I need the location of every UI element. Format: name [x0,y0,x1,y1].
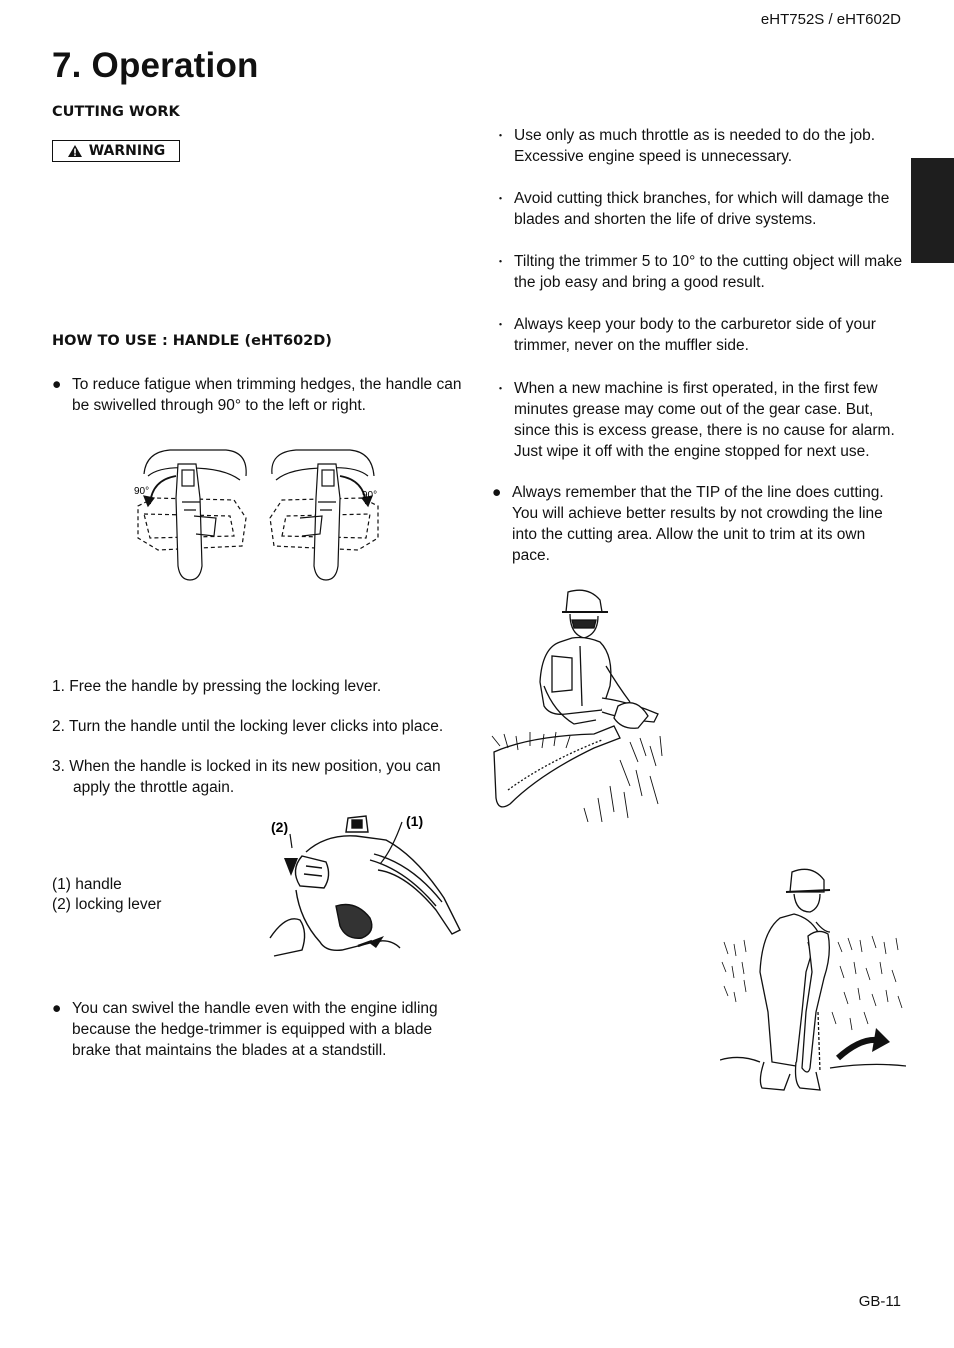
cutting-work-heading: CUTTING WORK [52,104,180,120]
callout-1: (1) [406,813,424,829]
step-3: 3. When the handle is locked in its new position, you can apply the throttle again. [52,758,441,796]
tip-thick-branches: ・ Avoid cutting thick branches, for which will damage the blades and shorten the life of drive systems. [494,190,890,228]
handle-bullet-1: ● To reduce fatigue when trimming hedges, the handle can be swivelled through 90° to the left or right. [52,376,462,414]
bullet-icon: ・ [494,191,508,206]
bullet-icon: ・ [494,317,508,332]
how-to-use-heading: HOW TO USE : HANDLE (eHT602D) [52,333,332,349]
bullet-icon: ● [52,376,62,393]
section-tab [911,158,954,263]
bullet-icon: ・ [494,128,508,143]
handle-bullet-2: ● You can swivel the handle even with the engine idling because the hedge-trimmer is equipped with a blade brake that maintains the blades at a standstill. [52,1000,438,1059]
handle-swivel-figure [130,446,384,584]
bullet-icon: ● [492,484,502,501]
legend-handle: (1) handle [52,876,122,893]
warning-label: WARNING [88,143,166,159]
angle-label-left: 90° [134,486,150,497]
page-title: 7. Operation [52,46,259,85]
tip-tilting: ・ Tilting the trimmer 5 to 10° to the cutting object will make the job easy and bring a good result. [494,253,903,291]
hedge-trimming-illustration [490,586,670,822]
warning-box [52,140,180,162]
tip-body-position: ・ Always keep your body to the carburetor side of your trimmer, never on the muffler side. [494,316,876,354]
page-number: GB-11 [858,1293,901,1310]
step-1: 1. Free the handle by pressing the locking lever. [52,678,382,695]
locking-lever-figure [266,810,464,960]
tip-throttle: ・ Use only as much throttle as is needed to do the job. Excessive engine speed is unnecessary. [494,127,876,165]
tip-line-tip: ● Always remember that the TIP of the line does cutting. You will achieve better results by not crowding the line into the cutting area. Allow the unit to trim at its own pace. [492,484,884,564]
bullet-icon: ・ [494,381,508,396]
bullet-icon: ● [52,1000,62,1017]
step-2: 2. Turn the handle until the locking lever clicks into place. [52,718,444,735]
bullet-icon: ・ [494,254,508,269]
hedge-side-trimming-illustration [720,862,906,1100]
angle-label-right: 90° [362,490,378,501]
warning-icon [67,144,83,158]
legend-locking-lever: (2) locking lever [52,896,162,913]
callout-2: (2) [271,819,289,835]
model-number: eHT752S / eHT602D [760,11,901,28]
tip-grease: ・ When a new machine is first operated, in the first few minutes grease may come out of the gear case. But, since this is excess grease, there is no cause for alarm. Just wipe it off with the engine stopped for next use. [494,380,895,460]
